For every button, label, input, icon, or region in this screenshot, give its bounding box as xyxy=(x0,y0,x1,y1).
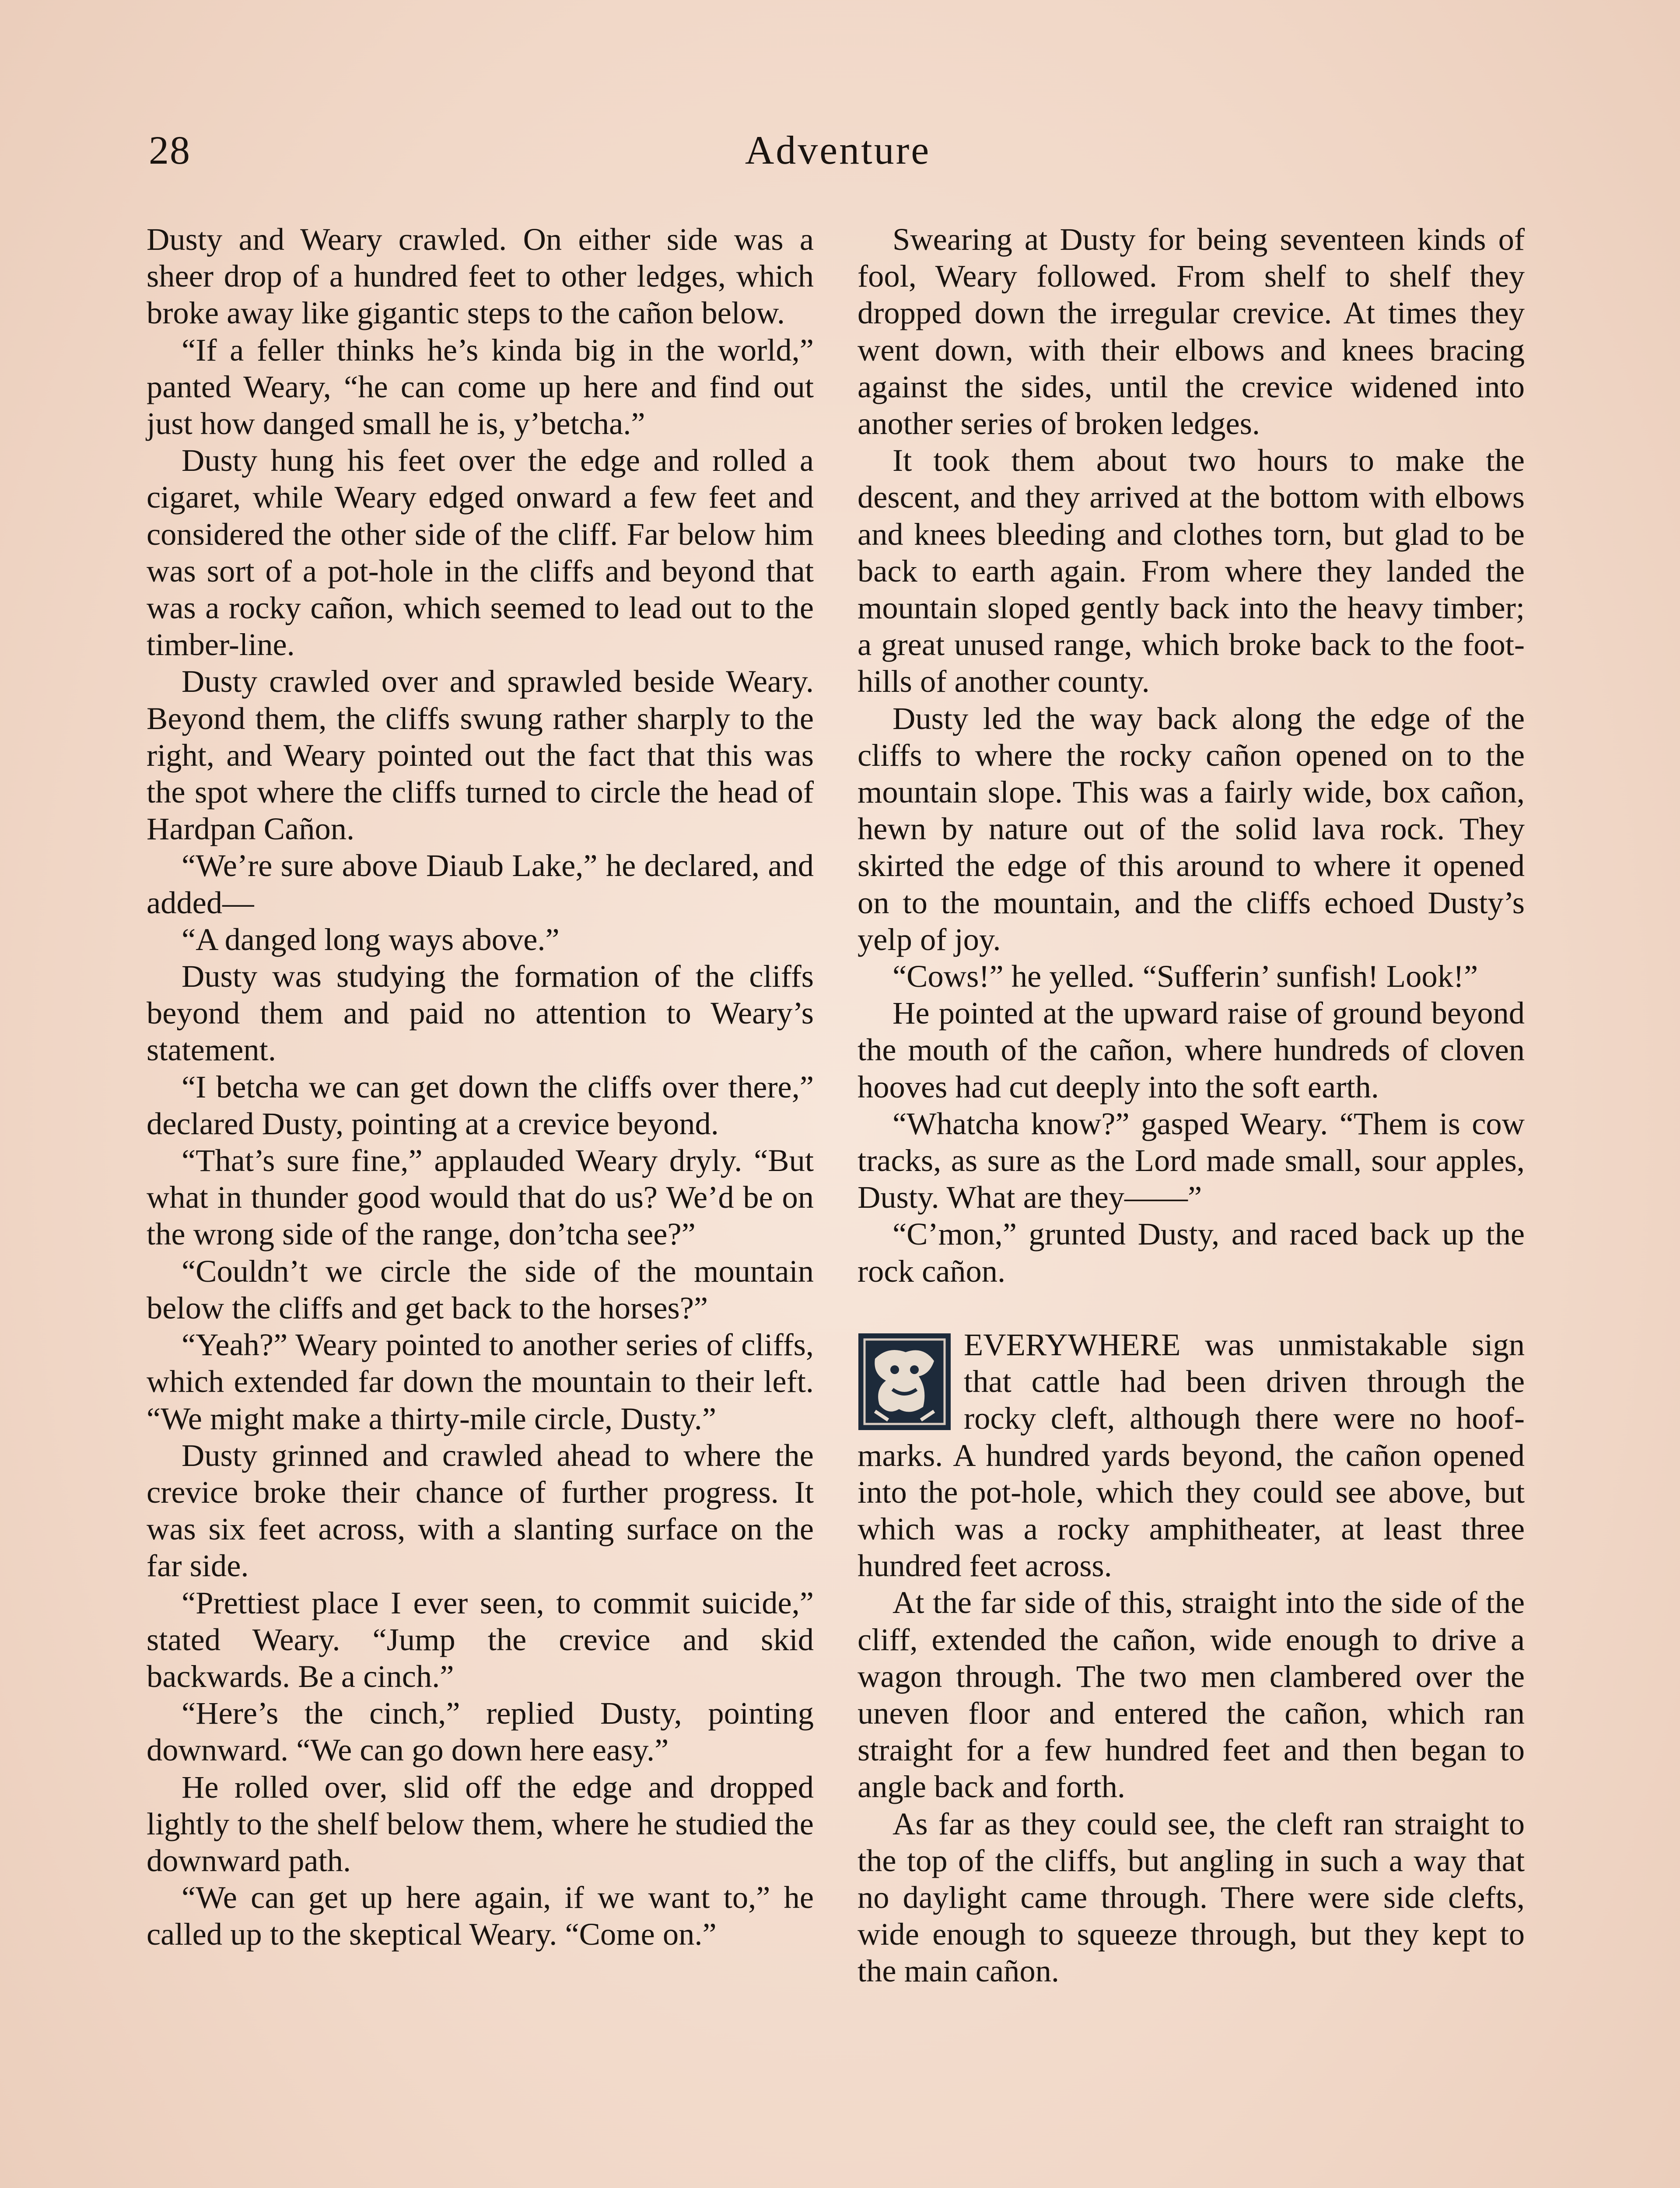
running-title: Adventure xyxy=(745,128,931,172)
paragraph: Dusty crawled over and sprawled beside Weary. Beyond them, the cliffs swung rather sharply to the right, and Weary pointed out the fact that this was the spot where the cliffs turned to circle the head of Hardpan Cañon. xyxy=(147,663,814,847)
page-number: 28 xyxy=(149,128,191,172)
paragraph: It took them about two hours to make the descent, and they arrived at the bottom with elbows and knees bleeding and clothes torn, but glad to be back to earth again. From where they landed the mountain sloped gently back into the heavy timber; a great unused range, which broke back to the foot-hills of another county. xyxy=(858,442,1525,699)
dropcap-paragraph-wrapper xyxy=(858,1326,1525,1584)
paragraph: Dusty hung his feet over the edge and rolled a cigaret, while Weary edged onward a few feet and considered the other side of the cliff. Far below him was sort of a pot-hole in the cliffs and beyond that was a rocky cañon, which seemed to lead out to the timber-line. xyxy=(147,442,814,663)
paragraph: “Prettiest place I ever seen, to commit suicide,” stated Weary. “Jump the crevice and skid backwards. Be a cinch.” xyxy=(147,1585,814,1694)
paragraph: Dusty led the way back along the edge of the cliffs to where the rocky cañon opened on to the mountain slope. This was a fairly wide, box cañon, hewn by nature out of the solid lava rock. They skirted the edge of this around to where it opened on to the mountain, and the cliffs echoed Dusty’s yelp of joy. xyxy=(858,700,1525,957)
paragraph: “If a feller thinks he’s kinda big in the world,” panted Weary, “he can come up here and find out just how danged small he is, y’betcha.” xyxy=(147,332,814,442)
section-break xyxy=(858,1290,1525,1326)
paragraph: “Whatcha know?” gasped Weary. “Them is cow tracks, as sure as the Lord made small, sour apples, Dusty. What are they——” xyxy=(858,1105,1525,1215)
paragraph: “C’mon,” grunted Dusty, and raced back up the rock cañon. xyxy=(858,1216,1525,1289)
paragraph: He rolled over, slid off the edge and dropped lightly to the shelf below them, where he studied the downward path. xyxy=(147,1769,814,1878)
paragraph: “That’s sure fine,” applauded Weary dryly. “But what in thunder good would that do us? We’d be on the wrong side of the range, don’tcha see?” xyxy=(147,1143,814,1252)
paragraph: At the far side of this, straight into the side of the cliff, extended the cañon, wide enough to drive a wagon through. The two men clambered over the uneven floor and entered the cañon, which ran straight for a few hundred feet and then began to angle back and forth. xyxy=(858,1585,1525,1805)
paragraph: “A danged long ways above.” xyxy=(182,921,560,957)
paragraph: Swearing at Dusty for being seventeen kinds of fool, Weary followed. From shelf to shelf they dropped down the irregular crevice. At times they went down, with their elbows and knees bracing against the sides, until the crevice widened into another series of broken ledges. xyxy=(858,221,1525,442)
running-head xyxy=(149,127,1527,188)
paragraph: “We can get up here again, if we want to,” he called up to the skeptical Weary. “Come on.” xyxy=(147,1879,814,1952)
right-column xyxy=(858,221,1525,1990)
decorative-drop-cap-icon xyxy=(858,1332,952,1431)
paragraph: Dusty was studying the formation of the cliffs beyond them and paid no attention to Weary’s statement. xyxy=(147,958,814,1068)
paragraph: As far as they could see, the cleft ran straight to the top of the cliffs, but angling in such a way that no daylight came through. There were side clefts, wide enough to squeeze through, but they kept to the main cañon. xyxy=(858,1806,1525,1989)
paragraph: “Couldn’t we circle the side of the mountain below the cliffs and get back to the horses?” xyxy=(147,1253,814,1325)
paragraph: He pointed at the upward raise of ground beyond the mouth of the cañon, where hundreds of cloven hooves had cut deeply into the soft earth. xyxy=(858,995,1525,1105)
paragraph: “Here’s the cinch,” replied Dusty, pointing downward. “We can go down here easy.” xyxy=(147,1695,814,1768)
left-column xyxy=(147,221,814,1953)
paragraph: Dusty grinned and crawled ahead to where the crevice broke their chance of further progress. It was six feet across, with a slanting surface on the far side. xyxy=(147,1437,814,1584)
paragraph: “I betcha we can get down the cliffs over there,” declared Dusty, pointing at a crevice beyond. xyxy=(147,1069,814,1141)
paragraph: “We’re sure above Diaub Lake,” he declared, and added— xyxy=(147,848,814,920)
paragraph: Dusty and Weary crawled. On either side was a sheer drop of a hundred feet to other ledges, which broke away like gigantic steps to the cañon below. xyxy=(147,221,814,331)
paragraph: “Yeah?” Weary pointed to another series of cliffs, which extended far down the mountain to their left. “We might make a thirty-mile circle, Dusty.” xyxy=(147,1327,814,1436)
paragraph: EVERYWHERE was unmistakable sign that cattle had been driven through the rocky cleft, although there were no hoof-marks. A hundred yards beyond, the cañon opened into the pot-hole, which they could see above, but which was a rocky amphitheater, at least three hundred feet across. xyxy=(858,1326,1525,1584)
paragraph: “Cows!” he yelled. “Sufferin’ sunfish! Look!” xyxy=(892,958,1478,994)
